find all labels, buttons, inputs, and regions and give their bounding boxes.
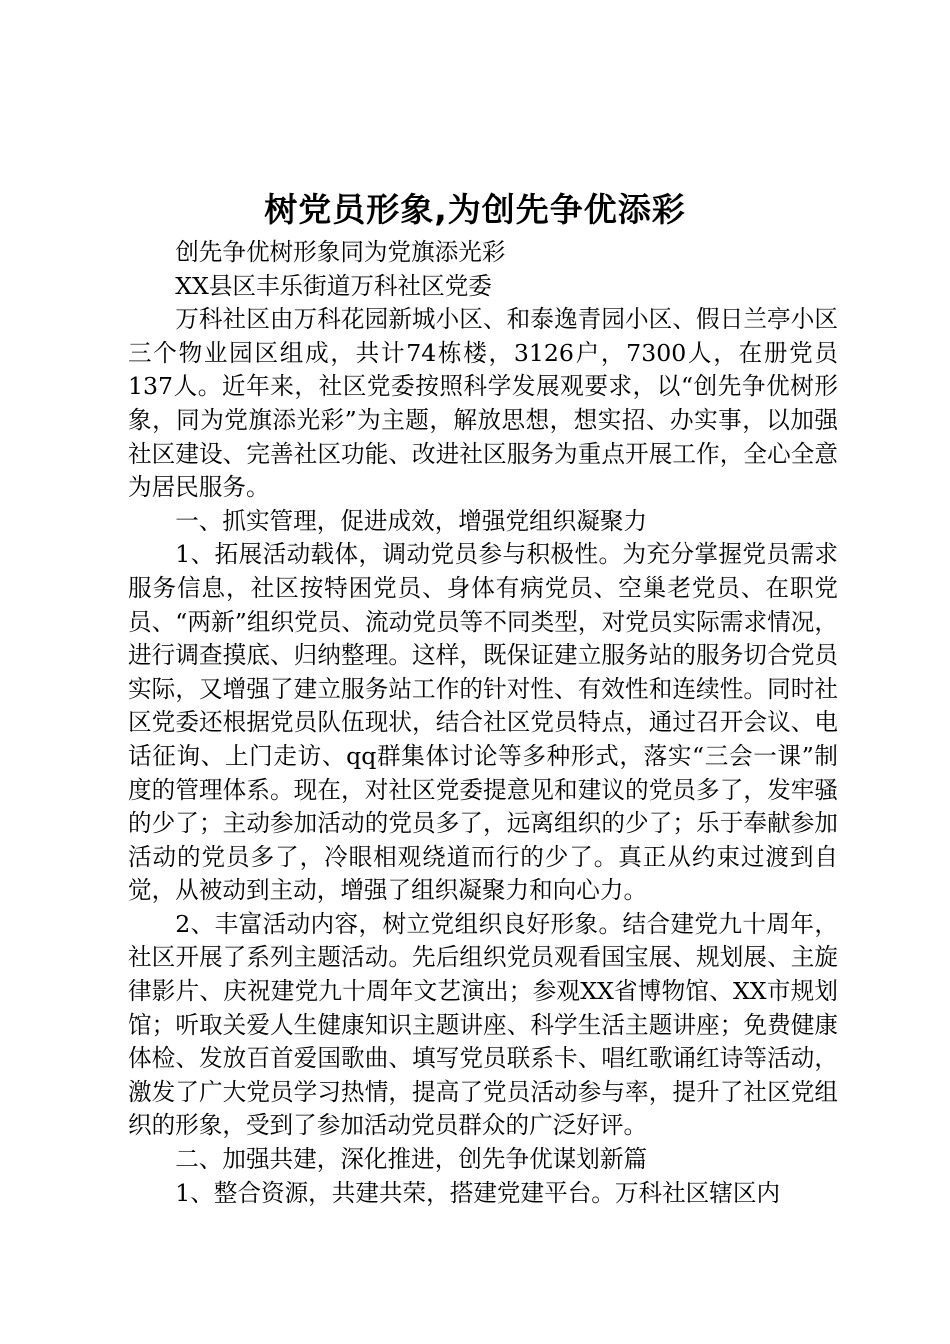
section-heading-2: 二、加强共建，深化推进，创先争优谋划新篇: [175, 1145, 648, 1174]
document-title: 树党员形象,为创先争优添彩: [264, 190, 686, 229]
subtitle-paragraph: 创先争优树形象同为党旗添光彩: [175, 238, 506, 266]
section-heading-1: 一、抓实管理，促进成效，增强党组织凝聚力: [175, 506, 648, 535]
body-paragraph: 1、拓展活动载体，调动党员参与积极性。为充分掌握党员需求服务信息，社区按特困党员、身体有病党员、空巢老党员、在职党员、“两新”组织党员、流动党员等不同类型，对党员实际需求情况，进行调查摸底、归纳整理。这样，既保证建立服务站的服务切合党员实际，又增强了建立服务站工作的针对性、有效性和连续性。同时社区党委还根据党员队伍现状，结合社区党员特点，通过召开会议、电话征询、上门走访、qq群集体讨论等多种形式，落实“三会一课”制度的管理体系。现在，对社区党委提意见和建议的党员多了，发牢骚的少了；主动参加活动的党员多了，远离组织的少了；乐于奉献参加活动的党员多了，冷眼相观绕道而行的少了。真正从约束过渡到自觉，从被动到主动，增强了组织凝聚力和向心力。: [128, 540, 838, 905]
body-paragraph: 1、整合资源，共建共荣，搭建党建平台。万科社区辖区内: [175, 1178, 781, 1207]
body-paragraph: 2、丰富活动内容，树立党组织良好形象。结合建党九十周年，社区开展了系列主题活动。先后组织党员观看国宝展、规划展、主旋律影片、庆祝建党九十周年文艺演出；参观XX省博物馆、XX市规划馆；听取关爱人生健康知识主题讲座、科学生活主题讲座；免费健康体检、发放百首爱国歌曲、填写党员联系卡、唱红歌诵红诗等活动，激发了广大党员学习热情，提高了党员活动参与率，提升了社区党组织的形象，受到了参加活动党员群众的广泛好评。: [128, 909, 838, 1140]
author-paragraph: XX县区丰乐街道万科社区党委: [175, 271, 492, 300]
document-body: [128, 236, 838, 1210]
intro-paragraph: 万科社区由万科花园新城小区、和泰逸青园小区、假日兰亭小区三个物业园区组成，共计74栋楼，3126户，7300人，在册党员137人。近年来，社区党委按照科学发展观要求，以“创先争优树形象，同为党旗添光彩”为主题，解放思想，想实招、办实事，以加强社区建设、完善社区功能、改进社区服务为重点开展工作，全心全意为居民服务。: [128, 305, 838, 502]
